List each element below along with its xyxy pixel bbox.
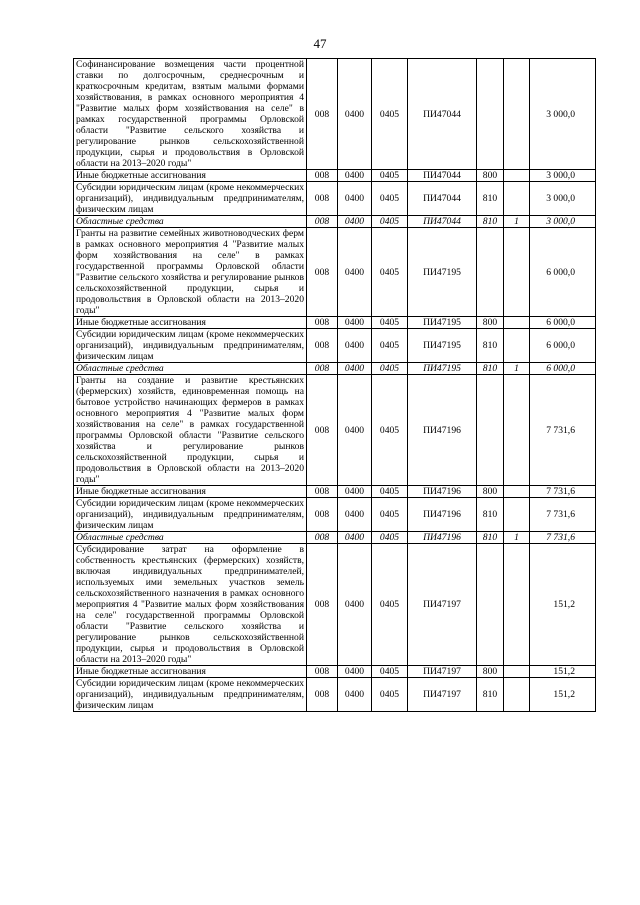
expense-type-cell: 810 bbox=[477, 329, 504, 363]
target-article-cell: ПИ47196 bbox=[408, 375, 477, 486]
amount-cell: 6 000,0 bbox=[530, 228, 596, 317]
subsection-cell: 0405 bbox=[372, 532, 408, 544]
subsection-cell: 0405 bbox=[372, 363, 408, 375]
description-cell: Гранты на развитие семейных животноводческих ферм в рамках основного мероприятия 4 "Развитие малых форм хозяйствования на селе" в рамках государственной программы Орловской области "Развитие сельского хозяйства и регулирование рынков сельскохозяйственной продукции, сырья и продовольствия в Орловской области на 2013–2020 годы" bbox=[74, 228, 307, 317]
grbs-cell: 008 bbox=[307, 666, 338, 678]
table-row bbox=[74, 216, 596, 228]
table-row bbox=[74, 228, 596, 317]
section-cell: 0400 bbox=[338, 544, 372, 666]
expense-type-cell: 800 bbox=[477, 170, 504, 182]
expense-type-cell bbox=[477, 375, 504, 486]
description-cell: Субсидии юридическим лицам (кроме некоммерческих организаций), индивидуальным предпринимателям, физическим лицам bbox=[74, 678, 307, 712]
description-cell: Областные средства bbox=[74, 363, 307, 375]
amount-cell: 6 000,0 bbox=[530, 317, 596, 329]
amount-cell: 6 000,0 bbox=[530, 329, 596, 363]
grbs-cell: 008 bbox=[307, 170, 338, 182]
target-article-cell: ПИ47044 bbox=[408, 59, 477, 170]
amount-cell: 7 731,6 bbox=[530, 486, 596, 498]
expense-type-cell: 810 bbox=[477, 678, 504, 712]
grbs-cell: 008 bbox=[307, 216, 338, 228]
subsection-cell: 0405 bbox=[372, 329, 408, 363]
expense-type-cell: 800 bbox=[477, 486, 504, 498]
section-cell: 0400 bbox=[338, 182, 372, 216]
table-row bbox=[74, 317, 596, 329]
table-row bbox=[74, 678, 596, 712]
table-row bbox=[74, 498, 596, 532]
amount-cell: 7 731,6 bbox=[530, 498, 596, 532]
grbs-cell: 008 bbox=[307, 59, 338, 170]
subsection-cell: 0405 bbox=[372, 59, 408, 170]
description-cell: Субсидии юридическим лицам (кроме некоммерческих организаций), индивидуальным предпринимателям, физическим лицам bbox=[74, 498, 307, 532]
description-cell: Субсидии юридическим лицам (кроме некоммерческих организаций), индивидуальным предпринимателям, физическим лицам bbox=[74, 182, 307, 216]
grbs-cell: 008 bbox=[307, 363, 338, 375]
subtype-cell: 1 bbox=[504, 532, 530, 544]
table-row bbox=[74, 375, 596, 486]
section-cell: 0400 bbox=[338, 170, 372, 182]
grbs-cell: 008 bbox=[307, 498, 338, 532]
target-article-cell: ПИ47197 bbox=[408, 544, 477, 666]
subsection-cell: 0405 bbox=[372, 216, 408, 228]
section-cell: 0400 bbox=[338, 678, 372, 712]
subsection-cell: 0405 bbox=[372, 486, 408, 498]
subtype-cell bbox=[504, 678, 530, 712]
target-article-cell: ПИ47197 bbox=[408, 666, 477, 678]
section-cell: 0400 bbox=[338, 486, 372, 498]
table-row bbox=[74, 532, 596, 544]
subtype-cell bbox=[504, 375, 530, 486]
description-cell: Иные бюджетные ассигнования bbox=[74, 486, 307, 498]
section-cell: 0400 bbox=[338, 666, 372, 678]
description-cell: Иные бюджетные ассигнования bbox=[74, 666, 307, 678]
amount-cell: 7 731,6 bbox=[530, 532, 596, 544]
grbs-cell: 008 bbox=[307, 532, 338, 544]
subsection-cell: 0405 bbox=[372, 666, 408, 678]
subsection-cell: 0405 bbox=[372, 375, 408, 486]
amount-cell: 151,2 bbox=[530, 666, 596, 678]
subsection-cell: 0405 bbox=[372, 498, 408, 532]
section-cell: 0400 bbox=[338, 216, 372, 228]
expense-type-cell bbox=[477, 59, 504, 170]
target-article-cell: ПИ47196 bbox=[408, 532, 477, 544]
expense-type-cell: 810 bbox=[477, 532, 504, 544]
table-row bbox=[74, 170, 596, 182]
subtype-cell bbox=[504, 59, 530, 170]
description-cell: Софинансирование возмещения части процентной ставки по долгосрочным, среднесрочным и краткосрочным кредитам, взятым малыми формами хозяйствования, в рамках основного мероприятия 4 "Развитие малых форм хозяйствования на селе" в рамках государственной программы Орловской области "Развитие сельского хозяйства и регулирование рынков сельскохозяйственной продукции, сырья и продовольствия в Орловской области на 2013–2020 годы" bbox=[74, 59, 307, 170]
subsection-cell: 0405 bbox=[372, 228, 408, 317]
table-row bbox=[74, 486, 596, 498]
section-cell: 0400 bbox=[338, 532, 372, 544]
table-body bbox=[74, 59, 596, 712]
subtype-cell bbox=[504, 498, 530, 532]
section-cell: 0400 bbox=[338, 59, 372, 170]
amount-cell: 3 000,0 bbox=[530, 216, 596, 228]
grbs-cell: 008 bbox=[307, 678, 338, 712]
amount-cell: 7 731,6 bbox=[530, 375, 596, 486]
subsection-cell: 0405 bbox=[372, 170, 408, 182]
subtype-cell: 1 bbox=[504, 216, 530, 228]
amount-cell: 3 000,0 bbox=[530, 182, 596, 216]
description-cell: Иные бюджетные ассигнования bbox=[74, 170, 307, 182]
subtype-cell bbox=[504, 228, 530, 317]
description-cell: Областные средства bbox=[74, 532, 307, 544]
subtype-cell bbox=[504, 544, 530, 666]
table-row bbox=[74, 544, 596, 666]
subtype-cell bbox=[504, 486, 530, 498]
table-row bbox=[74, 363, 596, 375]
expense-type-cell: 810 bbox=[477, 363, 504, 375]
description-cell: Иные бюджетные ассигнования bbox=[74, 317, 307, 329]
amount-cell: 151,2 bbox=[530, 544, 596, 666]
target-article-cell: ПИ47044 bbox=[408, 216, 477, 228]
subtype-cell: 1 bbox=[504, 363, 530, 375]
section-cell: 0400 bbox=[338, 317, 372, 329]
target-article-cell: ПИ47195 bbox=[408, 317, 477, 329]
expense-type-cell: 810 bbox=[477, 182, 504, 216]
expense-type-cell: 810 bbox=[477, 216, 504, 228]
amount-cell: 6 000,0 bbox=[530, 363, 596, 375]
target-article-cell: ПИ47197 bbox=[408, 678, 477, 712]
table-row bbox=[74, 59, 596, 170]
table-row bbox=[74, 182, 596, 216]
subtype-cell bbox=[504, 170, 530, 182]
target-article-cell: ПИ47044 bbox=[408, 170, 477, 182]
target-article-cell: ПИ47196 bbox=[408, 486, 477, 498]
target-article-cell: ПИ47195 bbox=[408, 363, 477, 375]
section-cell: 0400 bbox=[338, 375, 372, 486]
description-cell: Субсидии юридическим лицам (кроме некоммерческих организаций), индивидуальным предпринимателям, физическим лицам bbox=[74, 329, 307, 363]
subtype-cell bbox=[504, 182, 530, 216]
subsection-cell: 0405 bbox=[372, 678, 408, 712]
section-cell: 0400 bbox=[338, 363, 372, 375]
grbs-cell: 008 bbox=[307, 228, 338, 317]
section-cell: 0400 bbox=[338, 498, 372, 532]
page-number: 47 bbox=[313, 36, 327, 51]
target-article-cell: ПИ47196 bbox=[408, 498, 477, 532]
expense-type-cell: 810 bbox=[477, 498, 504, 532]
subtype-cell bbox=[504, 317, 530, 329]
expense-type-cell: 800 bbox=[477, 317, 504, 329]
description-cell: Субсидирование затрат на оформление в собственность крестьянских (фермерских) хозяйств, включая индивидуальных предпринимателей, используемых ими земельных участков земель сельскохозяйственного назначения в рамках основного мероприятия 4 "Развитие малых форм хозяйствования на селе" государственной программы Орловской области "Развитие сельского хозяйства и регулирование рынков сельскохозяйственной продукции, сырья и продовольствия в Орловской области на 2013–2020 годы" bbox=[74, 544, 307, 666]
target-article-cell: ПИ47044 bbox=[408, 182, 477, 216]
expense-type-cell: 800 bbox=[477, 666, 504, 678]
subtype-cell bbox=[504, 329, 530, 363]
target-article-cell: ПИ47195 bbox=[408, 228, 477, 317]
expense-type-cell bbox=[477, 544, 504, 666]
grbs-cell: 008 bbox=[307, 182, 338, 216]
grbs-cell: 008 bbox=[307, 544, 338, 666]
table-row bbox=[74, 329, 596, 363]
grbs-cell: 008 bbox=[307, 375, 338, 486]
section-cell: 0400 bbox=[338, 329, 372, 363]
amount-cell: 3 000,0 bbox=[530, 170, 596, 182]
table-row bbox=[74, 666, 596, 678]
grbs-cell: 008 bbox=[307, 329, 338, 363]
section-cell: 0400 bbox=[338, 228, 372, 317]
target-article-cell: ПИ47195 bbox=[408, 329, 477, 363]
subsection-cell: 0405 bbox=[372, 544, 408, 666]
expense-type-cell bbox=[477, 228, 504, 317]
amount-cell: 151,2 bbox=[530, 678, 596, 712]
budget-table bbox=[73, 58, 596, 712]
amount-cell: 3 000,0 bbox=[530, 59, 596, 170]
grbs-cell: 008 bbox=[307, 317, 338, 329]
grbs-cell: 008 bbox=[307, 486, 338, 498]
subsection-cell: 0405 bbox=[372, 182, 408, 216]
description-cell: Гранты на создание и развитие крестьянских (фермерских) хозяйств, единовременная помощь на бытовое устройство начинающих фермеров в рамках основного мероприятия 4 "Развитие малых форм хозяйствования на селе" в рамках государственной программы Орловской области "Развитие сельского хозяйства и регулирование рынков сельскохозяйственной продукции, сырья и продовольствия в Орловской области на 2013–2020 годы" bbox=[74, 375, 307, 486]
subtype-cell bbox=[504, 666, 530, 678]
description-cell: Областные средства bbox=[74, 216, 307, 228]
subsection-cell: 0405 bbox=[372, 317, 408, 329]
